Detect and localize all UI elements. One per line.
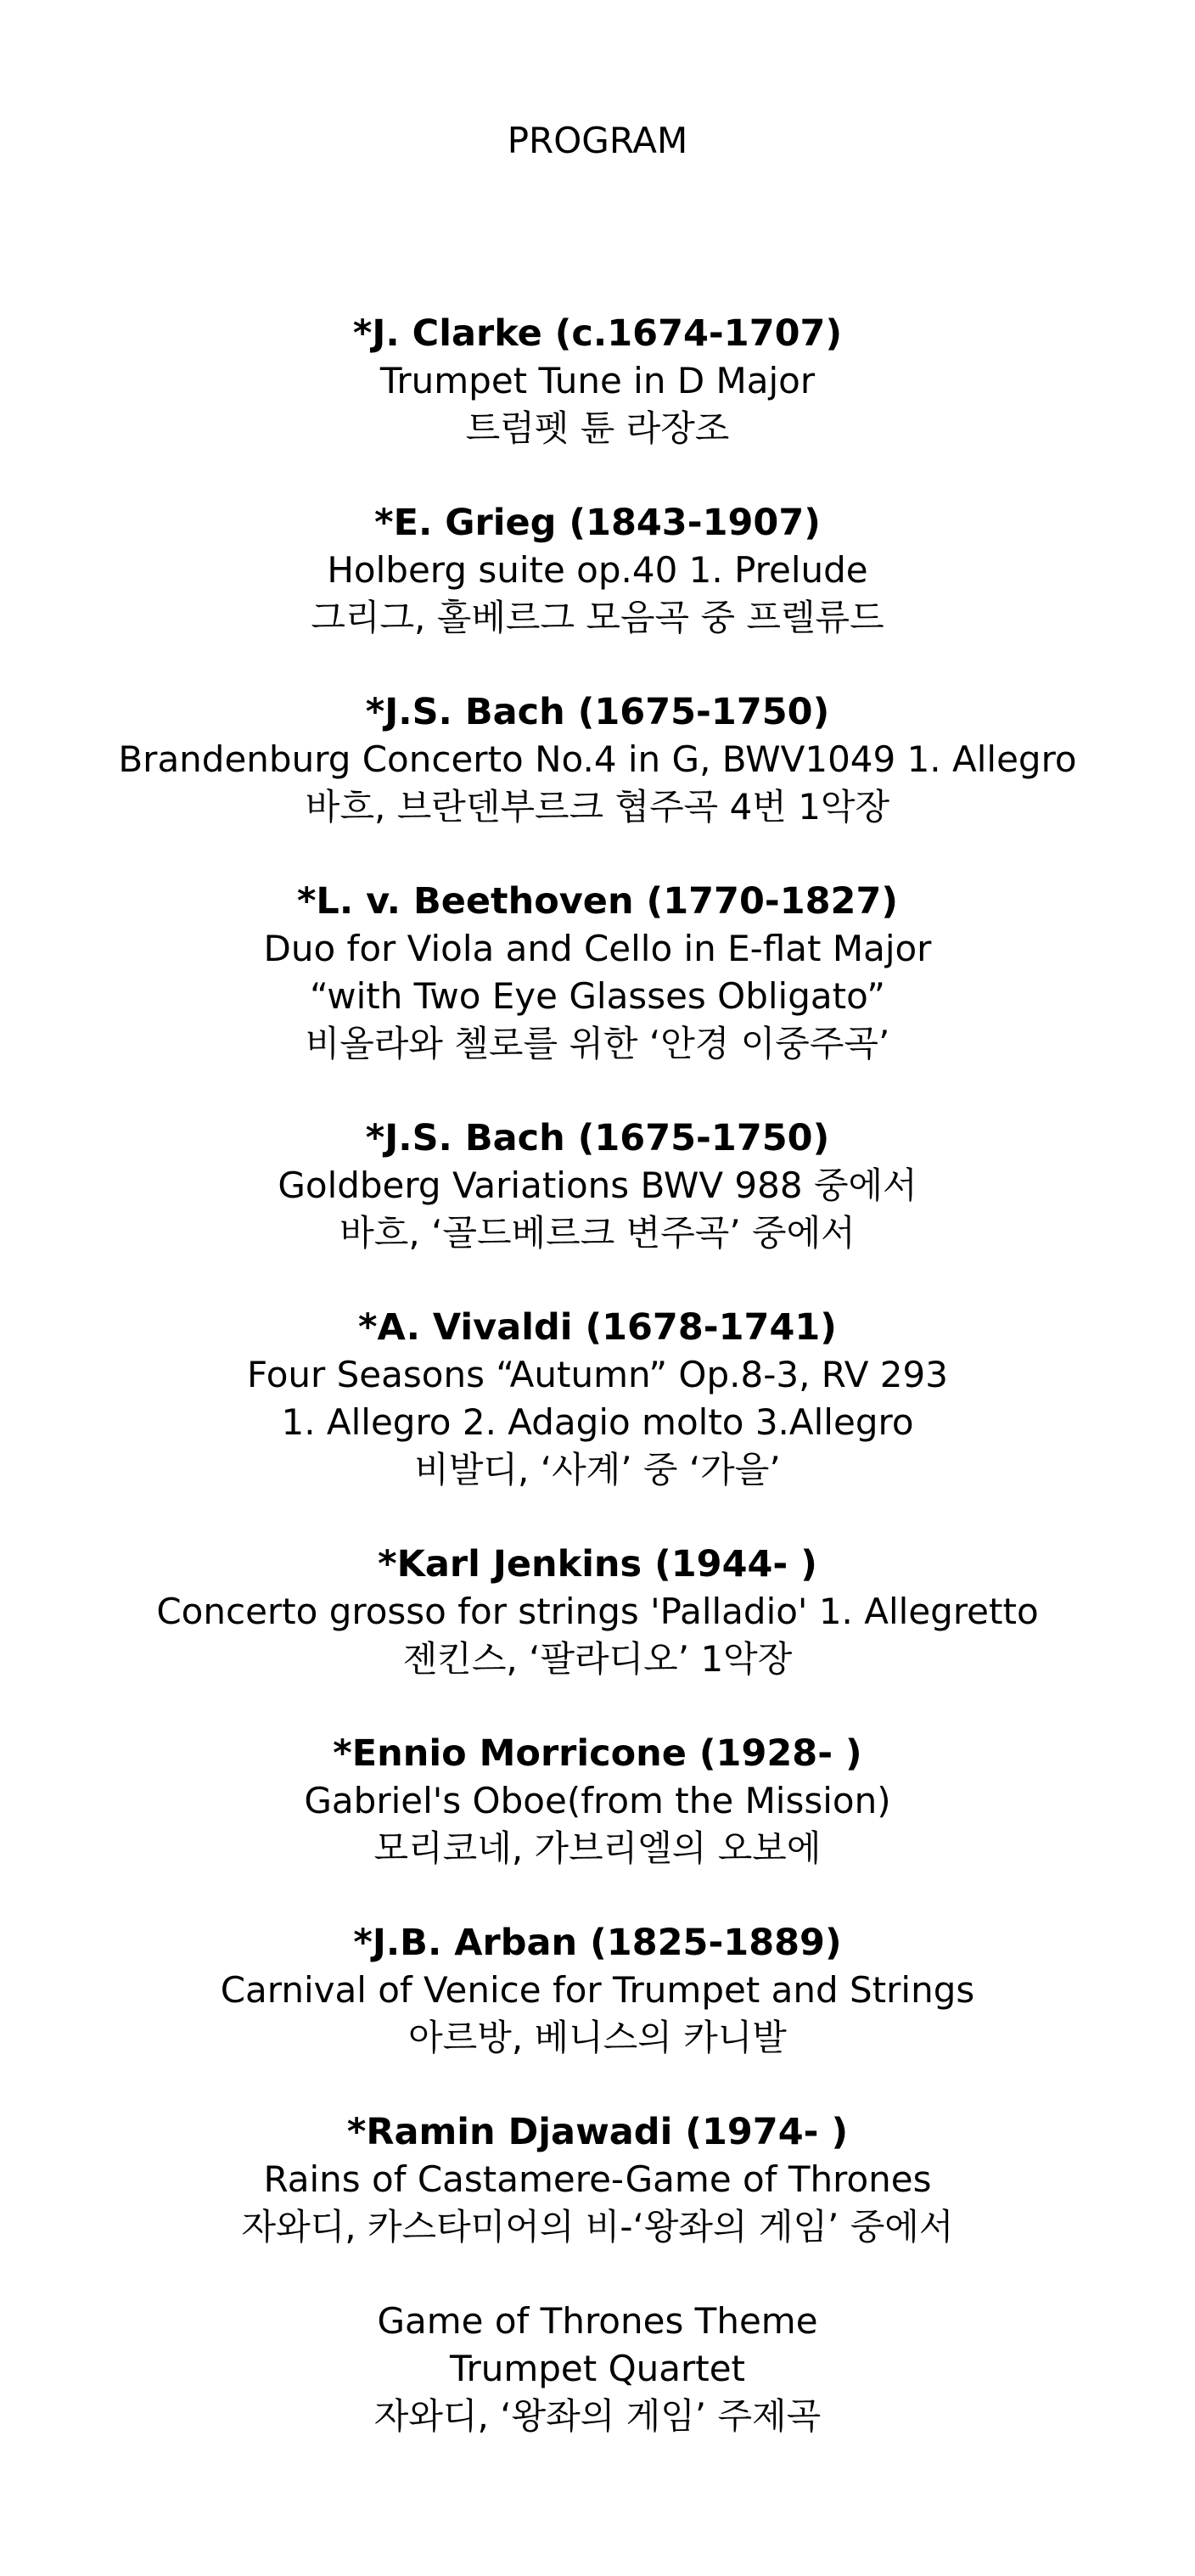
korean-title: 트럼펫 튠 라장조 xyxy=(465,407,730,449)
korean-title: 바흐, ‘골드베르크 변주곡’ 중에서 xyxy=(339,1212,856,1254)
work-title: Goldberg Variations BWV 988 중에서 xyxy=(278,1165,917,1206)
work-title: Game of Thrones Theme xyxy=(377,2300,818,2342)
korean-title: 비발디, ‘사계’ 중 ‘가을’ xyxy=(414,1449,781,1490)
korean-title: 비올라와 첼로를 위한 ‘안경 이중주곡’ xyxy=(305,1023,890,1064)
ensemble-note: Trumpet Quartet xyxy=(449,2348,746,2389)
program-item xyxy=(0,2298,1195,2440)
movement-list: 1. Allegro 2. Adagio molto 3.Allegro xyxy=(281,1401,914,1443)
work-title: Holberg suite op.40 1. Prelude xyxy=(327,549,868,591)
work-title: Carnival of Venice for Trumpet and Strings xyxy=(220,1969,975,2011)
korean-title: 모리코네, 가브리엘의 오보에 xyxy=(373,1827,822,1869)
program-item xyxy=(0,2108,1195,2251)
korean-title: 아르방, 베니스의 카니발 xyxy=(408,2017,787,2058)
work-title: Concerto grosso for strings 'Palladio' 1. Allegretto xyxy=(156,1591,1039,1632)
program-item xyxy=(0,1541,1195,1683)
composer-heading: *A. Vivaldi (1678-1741) xyxy=(358,1306,837,1349)
work-title: Trumpet Tune in D Major xyxy=(379,360,816,401)
composer-heading: *L. v. Beethoven (1770-1827) xyxy=(296,880,899,923)
page-title: PROGRAM xyxy=(507,120,688,161)
work-title: Duo for Viola and Cello in E-flat Major xyxy=(263,928,932,969)
work-title: Brandenburg Concerto No.4 in G, BWV1049 1. Allegro xyxy=(118,738,1077,780)
composer-heading: *J.S. Bach (1675-1750) xyxy=(365,1117,830,1159)
program-item xyxy=(0,1114,1195,1257)
composer-heading: *J. Clarke (c.1674-1707) xyxy=(352,312,843,355)
work-subtitle: “with Two Eye Glasses Obligato” xyxy=(309,975,886,1017)
work-title: Four Seasons “Autumn” Op.8-3, RV 293 xyxy=(247,1354,948,1395)
korean-title: 젠킨스, ‘팔라디오’ 1악장 xyxy=(402,1638,793,1680)
composer-heading: *E. Grieg (1843-1907) xyxy=(374,502,821,544)
program-item xyxy=(0,310,1195,452)
program-item xyxy=(0,878,1195,1068)
composer-heading: *Ennio Morricone (1928- ) xyxy=(333,1732,862,1775)
korean-title: 바흐, 브란덴부르크 협주곡 4번 1악장 xyxy=(305,786,890,828)
program-item xyxy=(0,1919,1195,2062)
composer-heading: *Ramin Djawadi (1974- ) xyxy=(346,2111,849,2153)
program-item xyxy=(0,1730,1195,1872)
program-item xyxy=(0,688,1195,831)
composer-heading: *J.S. Bach (1675-1750) xyxy=(365,691,830,733)
composer-heading: *J.B. Arban (1825-1889) xyxy=(353,1922,842,1964)
work-title: Gabriel's Oboe(from the Mission) xyxy=(304,1780,891,1821)
korean-title: 자와디, ‘왕좌의 게임’ 주제곡 xyxy=(373,2395,822,2437)
composer-heading: *Karl Jenkins (1944- ) xyxy=(378,1543,817,1585)
program-item xyxy=(0,1304,1195,1494)
program-list xyxy=(0,310,1195,2487)
work-title: Rains of Castamere-Game of Thrones xyxy=(263,2158,932,2200)
korean-title: 자와디, 카스타미어의 비-‘왕좌의 게임’ 중에서 xyxy=(241,2206,954,2248)
korean-title: 그리그, 홀베르그 모음곡 중 프렐류드 xyxy=(311,597,884,638)
program-item xyxy=(0,499,1195,642)
